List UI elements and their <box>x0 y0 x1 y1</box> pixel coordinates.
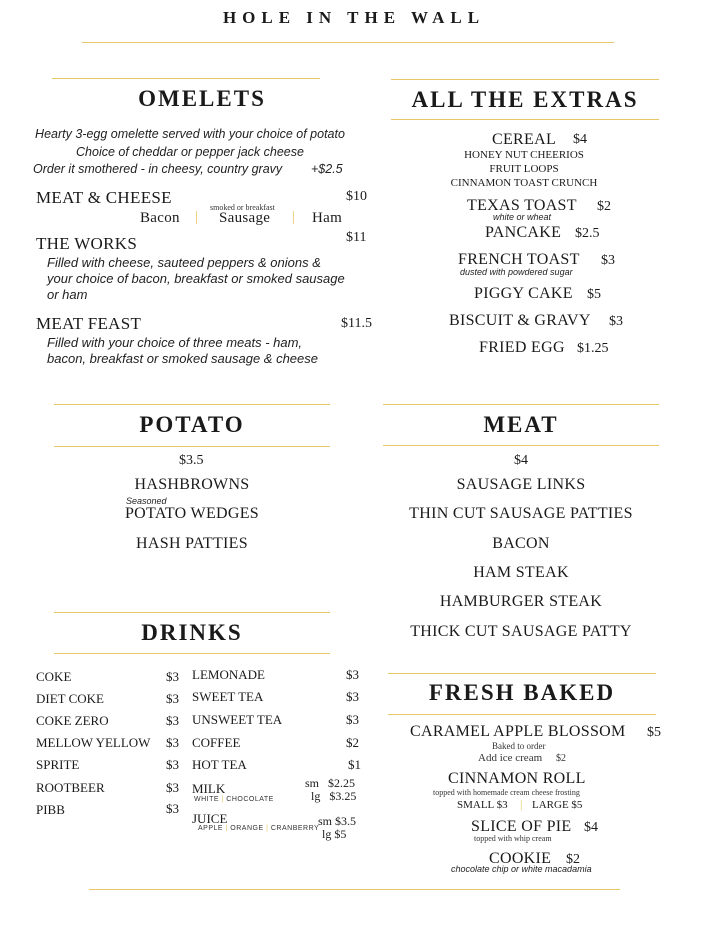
option-sausage: Sausage <box>219 210 271 226</box>
drink-price: $3 <box>166 735 179 750</box>
drink-name: PIBB <box>36 802 65 817</box>
blossom-price: $5 <box>647 725 661 740</box>
juice-options: APPLE | ORANGE | CRANBERRY <box>198 825 320 832</box>
texas-toast-note: white or wheat <box>493 212 552 222</box>
cereal-name: CEREAL <box>492 131 557 148</box>
juice-option-orange: ORANGE <box>230 825 264 832</box>
drink-price: $3 <box>346 667 359 682</box>
drink-price: $1 <box>348 757 361 772</box>
drink-price: $3 <box>166 801 179 816</box>
drink-price: $3 <box>166 669 179 684</box>
milk-options: WHITE | CHOCOLATE <box>194 796 274 803</box>
extras-divider-top <box>391 79 659 80</box>
biscuit-gravy-name: BISCUIT & GRAVY <box>449 312 591 329</box>
extras-title: ALL THE EXTRAS <box>411 87 639 112</box>
juice-large-price: lg $5 <box>322 827 347 841</box>
biscuit-gravy-price: $3 <box>609 314 623 329</box>
smother-price: +$2.5 <box>311 162 343 176</box>
milk-small-price: sm $2.25 <box>305 776 356 790</box>
milk-option-chocolate: CHOCOLATE <box>226 796 274 803</box>
pancake-name: PANCAKE <box>485 224 562 241</box>
drink-name: DIET COKE <box>36 691 105 706</box>
omelets-divider-top <box>52 78 320 79</box>
potato-item: HASH PATTIES <box>136 535 248 552</box>
the-works-price: $11 <box>346 230 367 245</box>
milk-option-white: WHITE <box>194 796 220 803</box>
baked-divider-top <box>388 673 656 674</box>
drink-name: MELLOW YELLOW <box>36 735 151 750</box>
cereal-option: CINNAMON TOAST CRUNCH <box>450 177 598 189</box>
meat-cheese-price: $10 <box>346 189 367 204</box>
meat-divider-top <box>383 404 659 405</box>
juice-small-price: sm $3.5 <box>318 814 357 828</box>
fried-egg-price: $1.25 <box>577 341 609 356</box>
piggy-cake-name: PIGGY CAKE <box>474 285 573 302</box>
french-toast-note: dusted with powdered sugar <box>460 267 573 277</box>
header-divider <box>82 42 614 43</box>
baked-title: FRESH BAKED <box>428 680 616 705</box>
milk-name: MILK <box>192 781 226 796</box>
french-toast-name: FRENCH TOAST <box>458 251 580 268</box>
juice-option-cranberry: CRANBERRY <box>270 825 320 832</box>
cereal-option: HONEY NUT CHEERIOS <box>464 149 584 161</box>
cinnamon-roll-large: LARGE $5 <box>532 799 583 811</box>
blossom-addon: Add ice cream <box>478 752 543 764</box>
drink-price: $3 <box>166 713 179 728</box>
drink-name: COKE ZERO <box>36 713 109 728</box>
blossom-name: CARAMEL APPLE BLOSSOM <box>410 723 626 740</box>
blossom-addon-price: $2 <box>556 753 566 764</box>
potato-price: $3.5 <box>179 453 204 468</box>
cinnamon-roll-small: SMALL $3 <box>457 799 508 811</box>
potato-item: POTATO WEDGES <box>124 505 260 522</box>
extras-divider-bottom <box>391 119 659 120</box>
cookie-name: COOKIE <box>489 850 552 867</box>
drink-price: $3 <box>166 757 179 772</box>
meat-item: THIN CUT SAUSAGE PATTIES <box>409 505 633 522</box>
drink-price: $3 <box>166 780 179 795</box>
meat-item: SAUSAGE LINKS <box>456 476 586 493</box>
meat-item: HAM STEAK <box>473 564 569 581</box>
option-ham: Ham <box>312 210 343 226</box>
drink-price: $3 <box>346 689 359 704</box>
size-separator: | <box>520 797 523 811</box>
cereal-option: FRUIT LOOPS <box>489 163 559 175</box>
potato-title: POTATO <box>139 412 245 437</box>
drink-name: ROOTBEER <box>36 780 105 795</box>
piggy-cake-price: $5 <box>587 287 601 302</box>
meat-item: HAMBURGER STEAK <box>439 593 603 610</box>
drink-name: SPRITE <box>36 757 80 772</box>
pancake-price: $2.5 <box>575 226 600 241</box>
restaurant-name: HOLE IN THE WALL <box>222 8 486 27</box>
potato-divider-bottom <box>54 446 330 447</box>
drink-name: LEMONADE <box>192 667 265 682</box>
cookie-price: $2 <box>566 852 580 867</box>
pie-note: topped with whip cream <box>474 834 552 843</box>
juice-name: JUICE <box>192 811 228 826</box>
option-separator: | <box>195 209 199 225</box>
omelets-intro-2: Choice of cheddar or pepper jack cheese <box>76 145 304 159</box>
meat-feast-price: $11.5 <box>341 316 372 331</box>
omelets-intro-3: Order it smothered - in cheesy, country gravy <box>33 162 283 176</box>
drink-name: SWEET TEA <box>192 689 264 704</box>
pie-name: SLICE OF PIE <box>471 818 572 835</box>
potato-divider-top <box>54 404 330 405</box>
fried-egg-name: FRIED EGG <box>479 339 565 356</box>
omelets-intro-1: Hearty 3-egg omelette served with your choice of potato <box>35 127 345 141</box>
the-works-desc: Filled with cheese, sauteed peppers & onions & your choice of bacon, breakfast or smoked sausage or ham <box>47 255 345 302</box>
drinks-divider-bottom <box>54 653 330 654</box>
footer-divider <box>89 889 620 890</box>
drinks-title: DRINKS <box>141 620 243 645</box>
drink-price: $3 <box>346 712 359 727</box>
cereal-price: $4 <box>573 132 587 147</box>
texas-toast-name: TEXAS TOAST <box>467 197 577 214</box>
texas-toast-price: $2 <box>597 199 611 214</box>
drink-price: $2 <box>346 735 359 750</box>
blossom-note: Baked to order <box>492 741 546 751</box>
drink-name: COKE <box>36 669 72 684</box>
drinks-divider-top <box>54 612 330 613</box>
sausage-type-note: smoked or breakfast <box>210 203 275 212</box>
cinnamon-roll-name: CINNAMON ROLL <box>448 770 586 787</box>
the-works-name: THE WORKS <box>36 234 138 253</box>
drink-name: UNSWEET TEA <box>192 712 283 727</box>
option-separator: | <box>292 209 296 225</box>
meat-price: $4 <box>514 453 528 468</box>
meat-divider-bottom <box>383 445 659 446</box>
french-toast-price: $3 <box>601 253 615 268</box>
drink-name: HOT TEA <box>192 757 247 772</box>
meat-item: BACON <box>492 535 550 552</box>
cinnamon-roll-note: topped with homemade cream cheese frosting <box>433 788 580 797</box>
meat-title: MEAT <box>483 412 559 437</box>
potato-item: HASHBROWNS <box>134 476 250 493</box>
option-bacon: Bacon <box>140 210 180 226</box>
meat-cheese-name: MEAT & CHEESE <box>36 188 172 207</box>
milk-large-price: lg $3.25 <box>311 789 357 803</box>
wedges-note: Seasoned <box>126 496 167 506</box>
meat-feast-name: MEAT FEAST <box>36 314 142 333</box>
drink-name: COFFEE <box>192 735 241 750</box>
juice-option-apple: APPLE <box>198 825 224 832</box>
meat-item: THICK CUT SAUSAGE PATTY <box>410 623 632 640</box>
drink-price: $3 <box>166 691 179 706</box>
pie-price: $4 <box>584 820 598 835</box>
meat-feast-desc: Filled with your choice of three meats - ham, bacon, breakfast or smoked sausage & cheese <box>47 335 318 366</box>
cookie-note: chocolate chip or white macadamia <box>451 864 592 874</box>
baked-divider-bottom <box>388 714 656 715</box>
omelets-title: OMELETS <box>138 86 266 111</box>
